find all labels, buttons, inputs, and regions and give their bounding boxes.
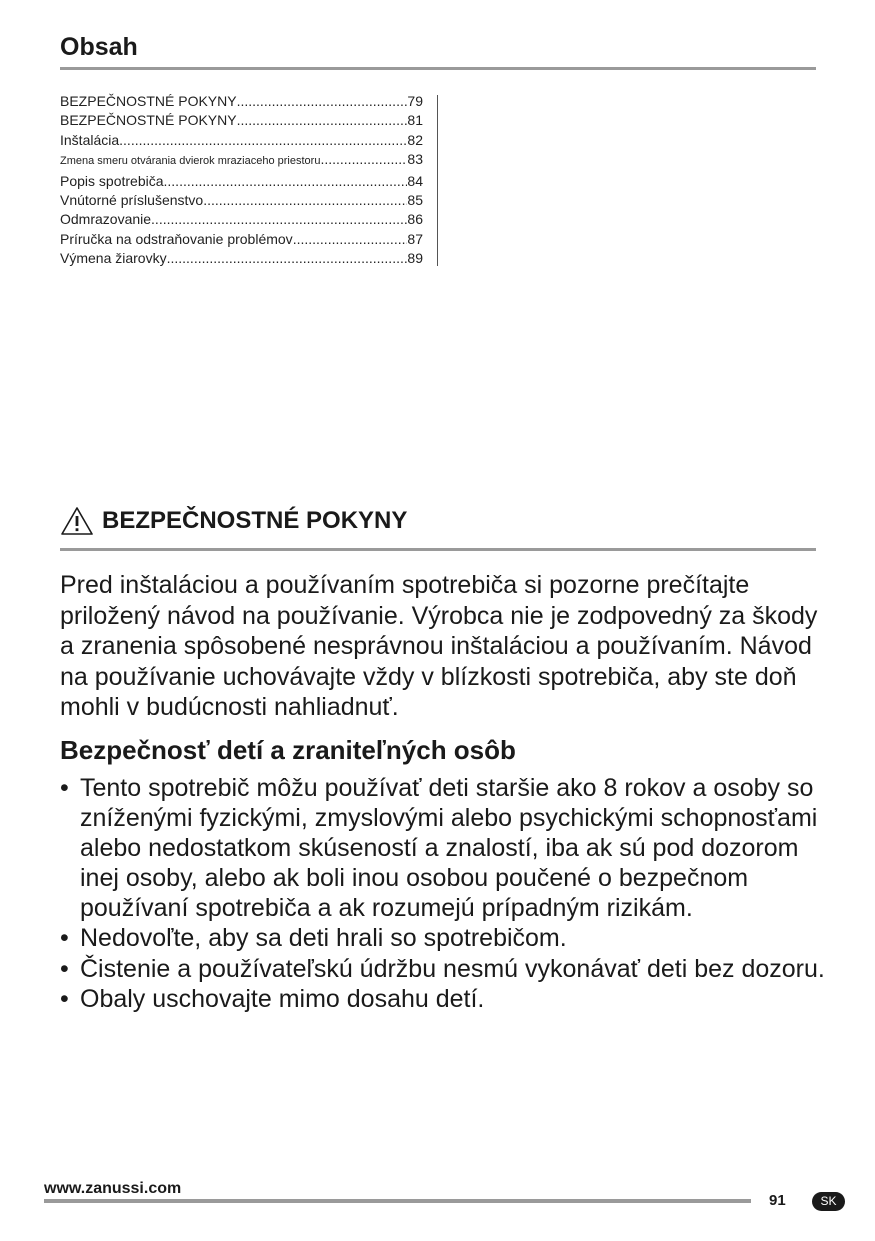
toc-item[interactable] (60, 191, 423, 210)
toc-divider (60, 67, 816, 70)
toc-column-divider (437, 95, 438, 266)
list-item (60, 773, 830, 923)
bullet-icon: • (60, 954, 69, 983)
toc-item-page: 85 (407, 192, 423, 209)
toc-item-page: 87 (407, 230, 423, 247)
toc-leader-dots (119, 131, 407, 150)
toc-item-title: BEZPEČNOSTNÉ POKYNY (60, 93, 237, 109)
toc-item-title: Príručka na odstraňovanie problémov (60, 230, 293, 247)
safety-heading-text: BEZPEČNOSTNÉ POKYNY (102, 507, 408, 534)
toc-item-page: 81 (407, 112, 423, 129)
child-safety-heading: Bezpečnosť detí a zraniteľných osôb (60, 735, 516, 765)
toc-leader-dots (167, 249, 408, 268)
list-item-text: Čistenie a používateľskú údržbu nesmú vykonávať deti bez dozoru. (80, 954, 825, 983)
toc-item-page: 84 (407, 172, 423, 189)
page-number: 91 (769, 1192, 786, 1209)
list-item (60, 954, 830, 984)
toc-heading: Obsah (60, 33, 138, 61)
toc-item-title: BEZPEČNOSTNÉ POKYNY (60, 112, 237, 129)
warning-triangle-icon (60, 506, 94, 536)
bullet-icon: • (60, 774, 69, 802)
toc-leader-dots (320, 150, 407, 169)
toc-leader-dots (293, 230, 408, 249)
toc-item-title: Popis spotrebiča (60, 172, 164, 189)
toc-leader-dots (237, 111, 408, 130)
toc-item-page: 82 (407, 131, 423, 148)
toc-item-page: 86 (407, 211, 423, 228)
toc-leader-dots (164, 172, 408, 191)
toc-item[interactable] (60, 92, 423, 111)
toc-item-title: Vnútorné príslušenstvo (60, 192, 204, 209)
safety-intro-paragraph: Pred inštaláciou a používaním spotrebiča si pozorne prečítajte priložený návod na používanie. Výrobca nie je zodpovedný za škody a zranenia spôsobené nesprávnou inštaláciou a používaním. Návod na používanie uchovávajte vždy v blízkosti spotrebiča, aby ste doň mohli v budúcnosti nahliadnuť. (60, 571, 818, 721)
toc-leader-dots (151, 210, 407, 229)
toc-item-page: 83 (407, 151, 423, 168)
toc-item-page: 89 (407, 250, 423, 267)
toc-item-title: Výmena žiarovky (60, 250, 167, 267)
footer-website-link[interactable]: www.zanussi.com (44, 1180, 182, 1197)
footer-divider (44, 1199, 751, 1203)
toc-item[interactable] (60, 210, 423, 229)
toc-item[interactable] (60, 111, 423, 130)
toc-item-title: Inštalácia (60, 131, 120, 148)
toc-leader-dots (203, 191, 407, 210)
toc-item-title: Zmena smeru otvárania dvierok mraziaceho priestoru (60, 155, 321, 168)
list-item-text: Nedovoľte, aby sa deti hrali so spotrebičom. (80, 924, 567, 953)
toc-item[interactable] (60, 230, 423, 249)
safety-heading (60, 506, 407, 536)
list-item-text: Obaly uschovajte mimo dosahu detí. (80, 984, 485, 1013)
list-item-text: Tento spotrebič môžu používať deti staršie ako 8 rokov a osoby so zníženými fyzickými, zmyslovými alebo psychickými schopnosťami alebo nedostatkom skúseností a znalostí, iba ak sú pod dozorom inej osoby, alebo ak boli inou osobou poučené o bezpečnom používaní spotrebiča a ak rozumejú prípadným rizikám. (80, 774, 818, 923)
bullet-icon: • (60, 924, 69, 953)
list-item (60, 923, 830, 953)
toc-item-title: Odmrazovanie (60, 211, 152, 228)
toc-item[interactable] (60, 150, 423, 171)
bullet-icon: • (60, 984, 69, 1013)
toc-item[interactable] (60, 131, 423, 150)
toc-item[interactable] (60, 249, 423, 268)
child-safety-list (60, 773, 830, 1014)
toc-item[interactable] (60, 172, 423, 191)
language-badge: SK (812, 1192, 845, 1211)
toc-leader-dots (237, 92, 408, 111)
toc-item-page: 79 (407, 93, 423, 109)
safety-divider (60, 548, 816, 551)
list-item (60, 984, 830, 1014)
table-of-contents (60, 92, 423, 269)
